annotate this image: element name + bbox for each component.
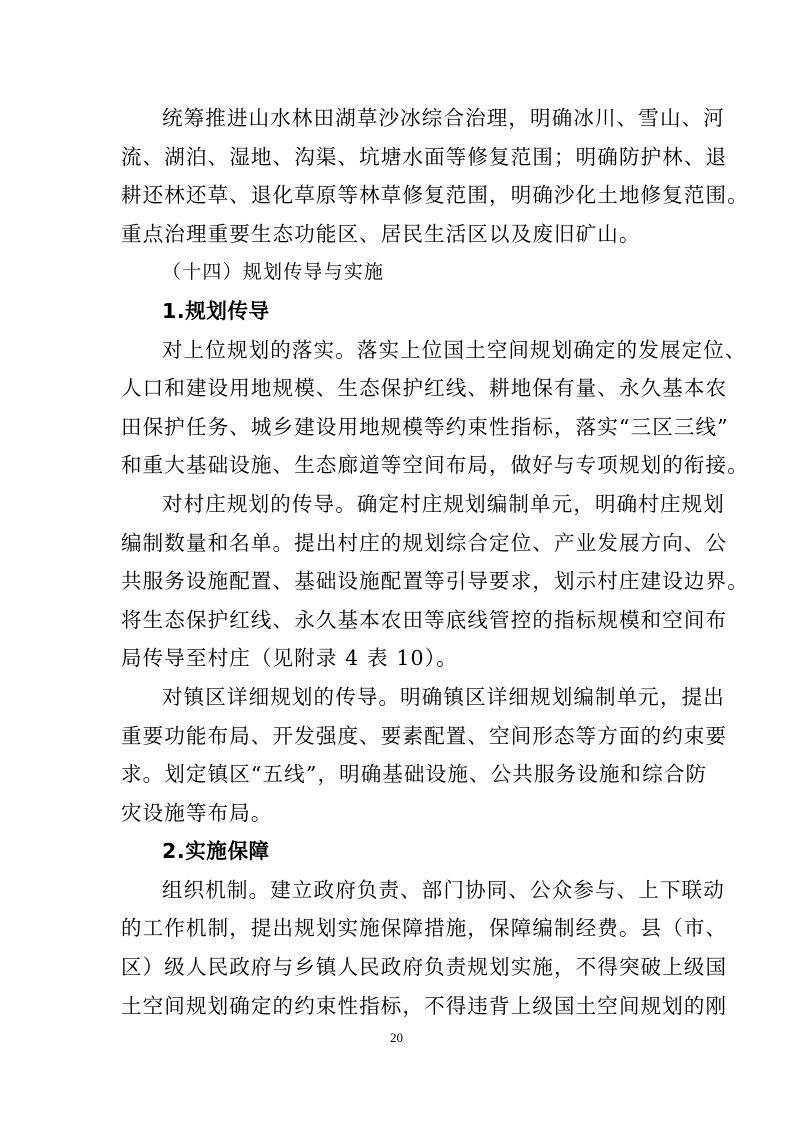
text-line: 编制数量和名单。提出村庄的规划综合定位、产业发展方向、公 xyxy=(121,530,728,555)
text-line: 局传导至村庄（见附录 4 表 10）。 xyxy=(121,646,458,671)
text-line: 田保护任务、城乡建设用地规模等约束性指标，落实“三区三线” xyxy=(121,414,729,439)
paragraph-restoration xyxy=(121,99,749,253)
text-line: 共服务设施配置、基础设施配置等引导要求，划示村庄建设边界。 xyxy=(121,569,749,594)
document-body xyxy=(121,99,749,1025)
section-heading: （十四）规划传导与实施 xyxy=(162,261,385,284)
text-line: 和重大基础设施、生态廊道等空间布局，做好与专项规划的衔接。 xyxy=(121,453,749,478)
text-line: 耕还林还草、退化草原等林草修复范围，明确沙化土地修复范围。 xyxy=(121,183,749,208)
text-line: 人口和建设用地规模、生态保护红线、耕地保有量、永久基本农 xyxy=(121,376,728,401)
subsection-heading-transmission: 1.规划传导 xyxy=(162,298,270,323)
subsection-heading-implementation: 2.实施保障 xyxy=(162,839,270,864)
paragraph-village-plan xyxy=(121,485,749,678)
text-line: 求。划定镇区“五线”，明确基础设施、公共服务设施和综合防 xyxy=(121,762,708,787)
text-line: 灾设施等布局。 xyxy=(121,800,273,825)
text-line: 对上位规划的落实。落实上位国土空间规划确定的发展定位、 xyxy=(162,337,747,362)
paragraph-town-plan xyxy=(121,678,728,832)
text-line: 土空间规划确定的约束性指标，不得违背上级国土空间规划的刚 xyxy=(121,993,728,1018)
text-line: 组织机制。建立政府负责、部门协同、公众参与、上下联动 xyxy=(162,877,725,902)
text-line: 流、湖泊、湿地、沟渠、坑塘水面等修复范围；明确防护林、退 xyxy=(121,144,728,169)
text-line: 统筹推进山水林田湖草沙冰综合治理，明确冰川、雪山、河 xyxy=(162,106,725,130)
text-line: 重要功能布局、开发强度、要素配置、空间形态等方面的约束要 xyxy=(121,723,728,748)
text-line: 对镇区详细规划的传导。明确镇区详细规划编制单元，提出 xyxy=(162,684,725,709)
text-line: 区）级人民政府与乡镇人民政府负责规划实施，不得突破上级国 xyxy=(121,955,728,980)
text-line: 重点治理重要生态功能区、居民生活区以及废旧矿山。 xyxy=(121,221,641,246)
paragraph-organization xyxy=(121,871,728,1025)
text-line: 对村庄规划的传导。确定村庄规划编制单元，明确村庄规划 xyxy=(162,491,725,516)
text-line: 将生态保护红线、永久基本农田等底线管控的指标规模和空间布 xyxy=(121,607,728,632)
page-number: 20 xyxy=(390,1030,403,1045)
text-line: 的工作机制，提出规划实施保障措施，保障编制经费。县（市、 xyxy=(121,916,728,941)
paragraph-upper-plan xyxy=(121,331,749,485)
